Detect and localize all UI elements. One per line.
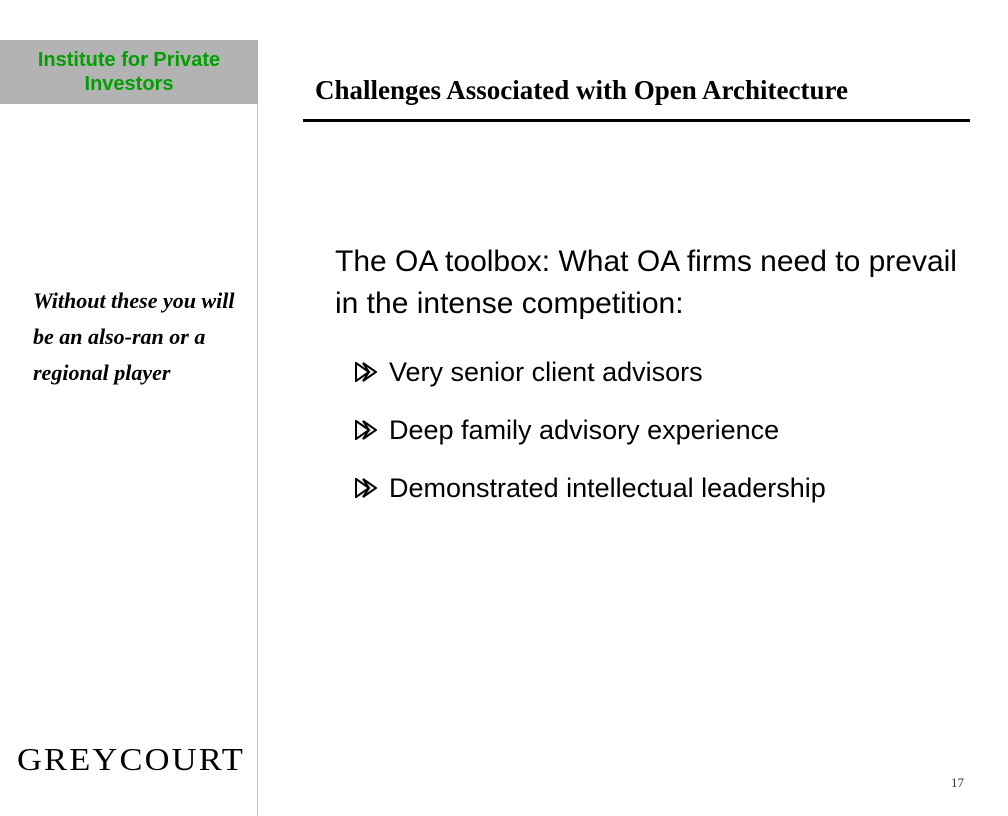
org-name-line1: Institute for Private xyxy=(37,49,221,71)
logo-text: GREYCOURT xyxy=(17,741,245,776)
sidebar-note: Without these you will be an also-ran or a regional player xyxy=(33,288,235,385)
org-name-line2: Investors xyxy=(84,73,174,95)
org-badge xyxy=(0,40,258,104)
greycourt-logo xyxy=(17,738,247,776)
bullet-text: Demonstrated intellectual leadership xyxy=(389,472,826,503)
title-rule xyxy=(303,119,970,122)
page-number: 17 xyxy=(951,775,964,790)
page-title: Challenges Associated with Open Architecture xyxy=(315,75,848,105)
arrow-bullet-icon xyxy=(355,420,377,440)
sidebar-divider xyxy=(257,104,258,816)
bullet-text: Deep family advisory experience xyxy=(389,414,780,445)
list-item xyxy=(355,459,826,517)
bullet-list xyxy=(355,343,826,517)
list-item xyxy=(355,343,826,401)
arrow-bullet-icon xyxy=(355,478,377,498)
main-heading: The OA toolbox: What OA firms need to prevail in the intense competition: xyxy=(335,245,957,320)
arrow-bullet-icon xyxy=(355,362,377,382)
bullet-text: Very senior client advisors xyxy=(389,356,703,387)
list-item xyxy=(355,401,826,459)
